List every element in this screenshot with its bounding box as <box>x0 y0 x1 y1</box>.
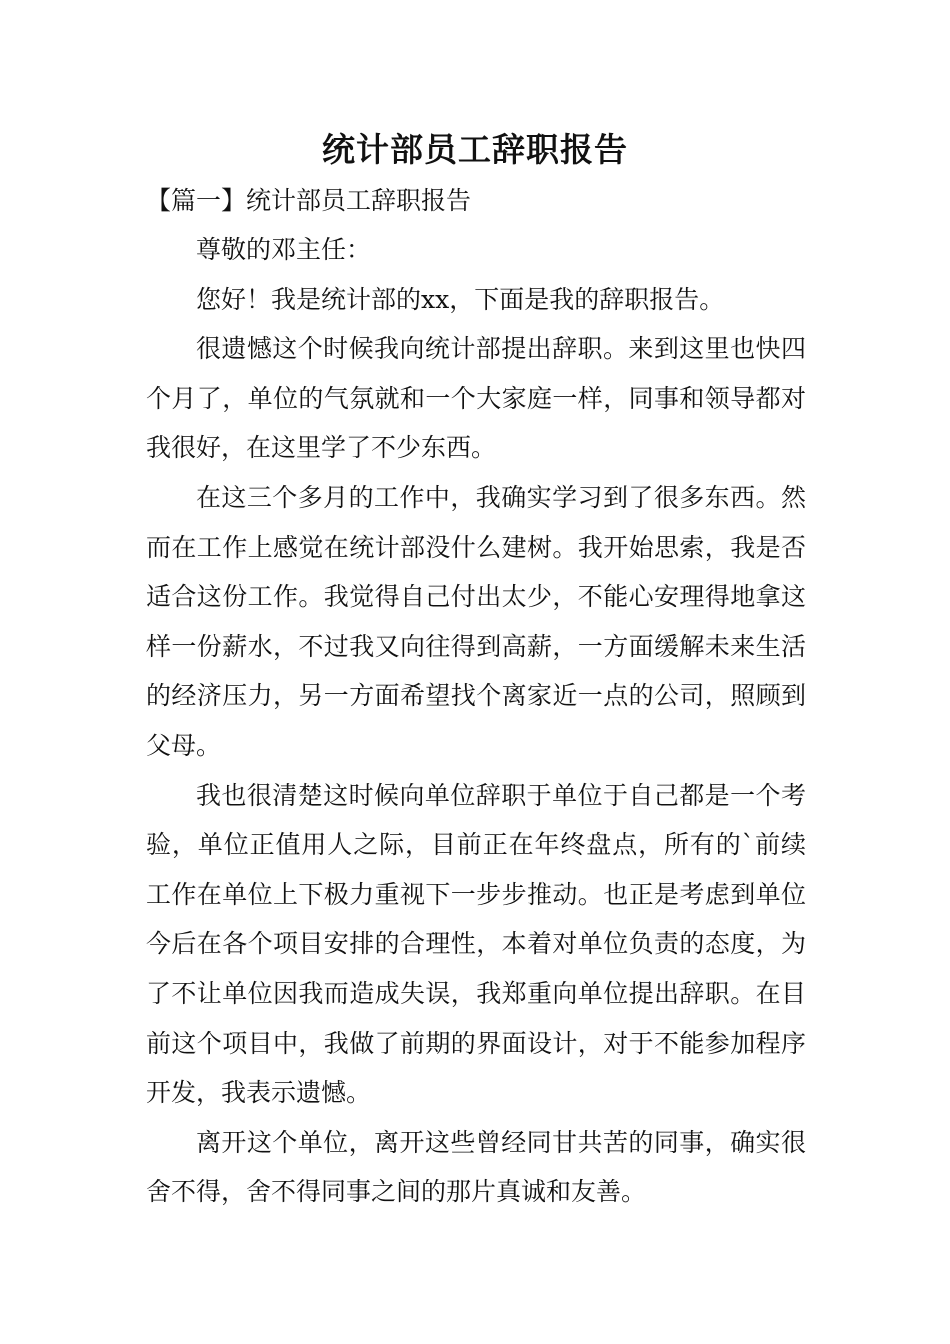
greeting-paragraph: 您好！我是统计部的xx，下面是我的辞职报告。 <box>196 284 725 314</box>
body-paragraph: 在这三个多月的工作中，我确实学习到了很多东西。然而在工作上感觉在统计部没什么建树。我开始思索，我是否适合这份工作。我觉得自己付出太少，不能心安理得地拿这样一份薪水，不过我又向往得到高薪，一方面缓解未来生活的经济压力，另一方面希望找个离家近一点的公司，照顾到父母。 <box>146 482 806 760</box>
body-paragraph: 我也很清楚这时候向单位辞职于单位于自己都是一个考验，单位正值用人之际，目前正在年终盘点，所有的`前续工作在单位上下极力重视下一步步推动。也正是考虑到单位今后在各个项目安排的合理性，本着对单位负责的态度，为了不让单位因我而造成失误，我郑重向单位提出辞职。在目前这个项目中，我做了前期的界面设计，对于不能参加程序开发，我表示遗憾。 <box>146 780 806 1108</box>
section-heading: 【篇一】统计部员工辞职报告 <box>146 186 472 215</box>
document-title: 统计部员工辞职报告 <box>322 130 628 169</box>
document-body <box>146 225 806 1217</box>
salutation-paragraph: 尊敬的邓主任： <box>196 235 372 264</box>
body-paragraph: 很遗憾这个时候我向统计部提出辞职。来到这里也快四个月了，单位的气氛就和一个大家庭一样，同事和领导都对我很好，在这里学了不少东西。 <box>146 334 806 463</box>
body-paragraph: 离开这个单位，离开这些曾经同甘共苦的同事，确实很舍不得，舍不得同事之间的那片真诚和友善。 <box>146 1127 806 1207</box>
